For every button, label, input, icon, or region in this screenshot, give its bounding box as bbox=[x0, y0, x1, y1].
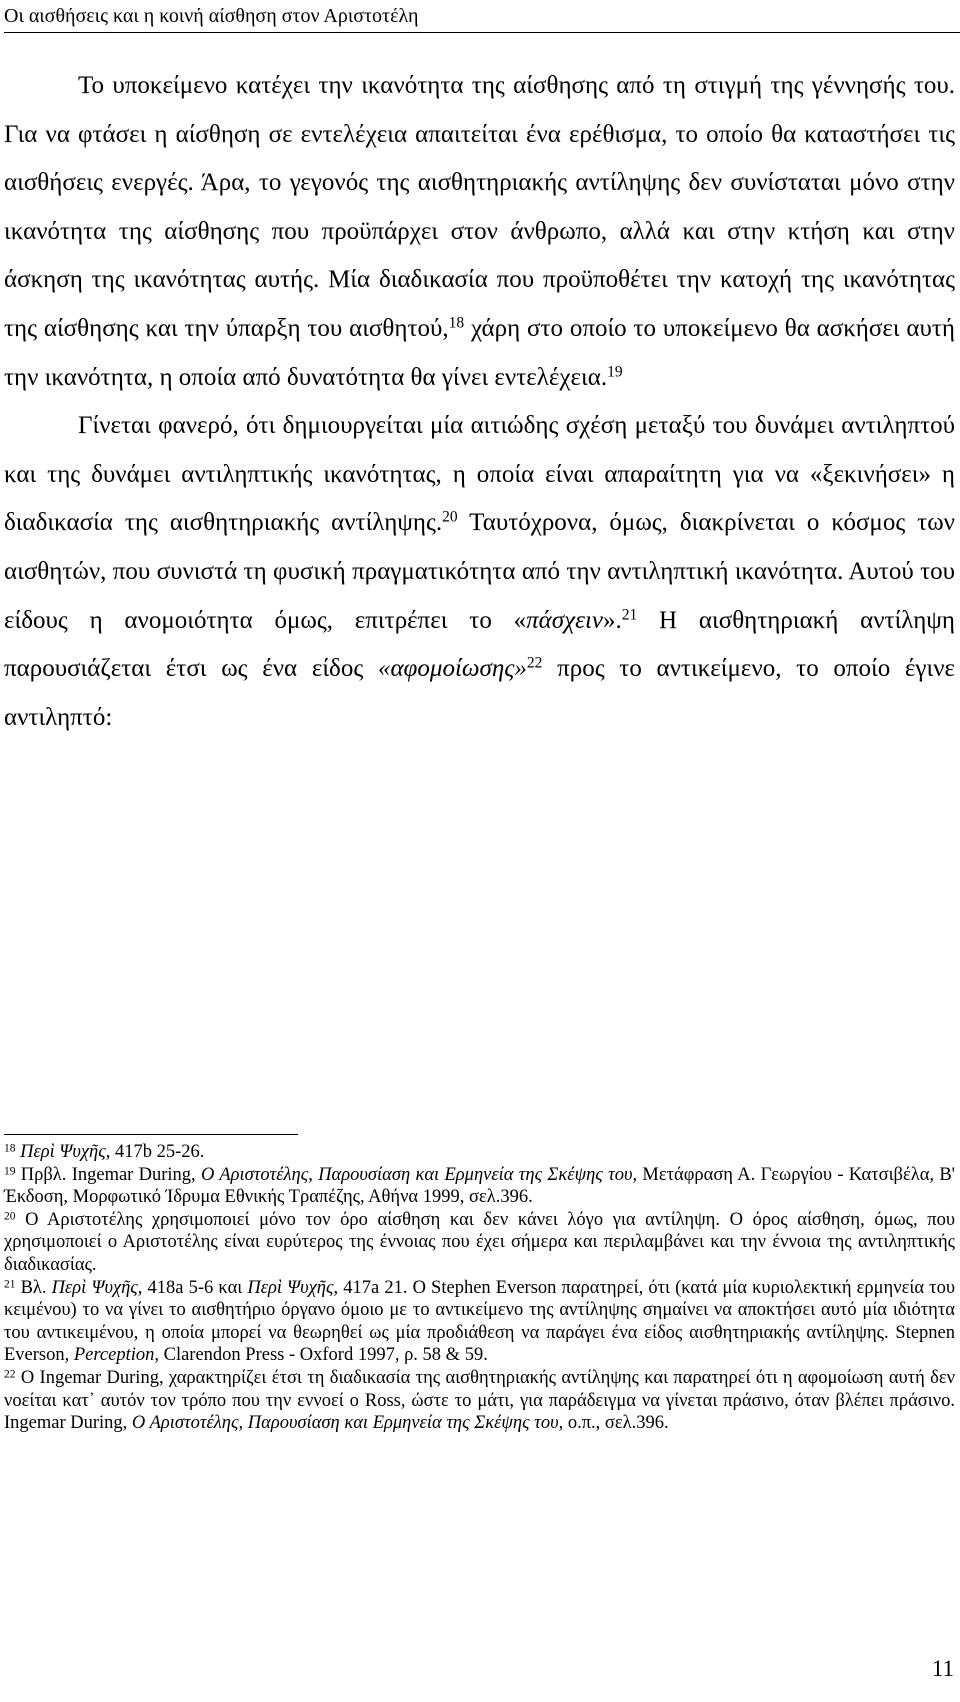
footnotes bbox=[4, 1141, 955, 1435]
footnote-text: , 417a 21. Ο Stephen Everson παρατηρεί, ότι (κατά μία κυριολεκτική ερμηνεία του κειμένου) το να γίνει το αισθητήριο όργανο όμοιο με το αντικείμενο της αντίληψης σημαίνει να αποκτήσει αυτό μία ιδιότητα του αντικειμένου, η οποία μπορεί να θεωρηθεί ως μία προδιάθεση να παράγει ένα είδος αισθητηριακής αντίληψης. Stepnen Everson, bbox=[4, 1277, 955, 1366]
footnote-text: Πρβλ. Ingemar During, bbox=[15, 1164, 201, 1185]
footnote-number: 20 bbox=[4, 1210, 16, 1223]
footnote-greek-title: Περὶ Ψυχῆς bbox=[247, 1277, 334, 1298]
footnote-greek-title: Περὶ Ψυχῆς bbox=[20, 1142, 106, 1162]
footnote-18 bbox=[4, 1141, 955, 1164]
page-number: 11 bbox=[931, 1656, 954, 1681]
footnote-20 bbox=[4, 1209, 955, 1277]
footnote-book-title: Ο Αριστοτέλης, Παρουσίαση και Ερμηνεία της Σκέψης του, bbox=[131, 1413, 564, 1434]
footnote-22 bbox=[4, 1367, 955, 1435]
paragraph-2 bbox=[4, 402, 955, 742]
footnote-text: Clarendon Press - Oxford 1997, ρ. 58 & 59. bbox=[158, 1345, 488, 1366]
footnote-number: 21 bbox=[4, 1277, 16, 1290]
footnote-separator bbox=[4, 1134, 298, 1135]
italic-term-afomoiosis: «αφομοίωσης» bbox=[377, 655, 527, 683]
paragraph-2-text-d: Η αισθητηριακή αντίληψη παρουσιάζεται έτσι ως ένα είδος bbox=[4, 606, 955, 683]
footnote-text: ο.π., σελ.396. bbox=[563, 1413, 669, 1434]
paragraph-2-text-e: προς το αντικείμενο, το οποίο έγινε αντιληπτό: bbox=[4, 655, 955, 731]
footnote-ref-18[interactable]: 18 bbox=[448, 314, 465, 332]
paragraph-1 bbox=[4, 62, 955, 402]
footnote-book-title: Perception, bbox=[73, 1345, 159, 1366]
paragraph-1-text-a: Το υποκείμενο κατέχει την ικανότητα της αίσθησης από τη στιγμή της γέννησής του. Για να φτάσει η αίσθηση σε εντελέχεια απαιτείται ένα ερέθισμα, το οποίο θα καταστήσει τις αισθήσεις ενεργές. Άρα, το γεγονός της αισθητηριακής αντίληψης δεν συνίσταται μόνο στην ικανότητα της αίσθησης που προϋπάρχει στον άνθρωπο, αλλά και στην κτήση και στην άσκηση της ικανότητας αυτής. Μία διαδικασία που προϋποθέτει την κατοχή της ικανότητας της αίσθησης και την ύπαρξη του αισθητού, bbox=[4, 72, 955, 342]
greek-term-paschein: πάσχειν bbox=[526, 606, 604, 634]
footnote-text: Ο Ingemar During, χαρακτηρίζει έτσι τη διαδικασία της αισθητηριακής αντίληψης και παρατηρεί ότι η αφομοίωση αυτή δεν νοείται κατ᾽ αυτόν τον τρόπο που την εννοεί ο Ross, ώστε το μάτι, για παράδειγμα να γίνεται πράσινο, όταν βλέπει πράσινο. Ingemar During, bbox=[4, 1367, 955, 1434]
footnote-book-title: Ο Αριστοτέλης, Παρουσίαση και Ερμηνεία της Σκέψης του bbox=[200, 1164, 633, 1185]
footnote-ref-19[interactable]: 19 bbox=[607, 363, 623, 381]
paragraph-2-text-b: Ταυτόχρονα, όμως, διακρίνεται ο κόσμος των αισθητών, που συνιστά τη φυσική πραγματικότητα από την αντιληπτική ικανότητα. Αυτού του είδους η ανομοιότητα όμως, επιτρέπει το « bbox=[4, 509, 955, 634]
footnote-text: , 418a 5-6 και bbox=[137, 1277, 248, 1298]
footnote-number: 22 bbox=[4, 1368, 16, 1381]
footnote-21 bbox=[4, 1277, 955, 1367]
footnote-ref-22[interactable]: 22 bbox=[526, 654, 543, 672]
paragraph-2-text-a: Γίνεται φανερό, ότι δημιουργείται μία αιτιώδης σχέση μεταξύ του δυνάμει αντιληπτού και της δυνάμει αντιληπτικής ικανότητας, η οποία είναι απαραίτητη για να «ξεκινήσει» η διαδικασία της αισθητηριακής αντίληψης. bbox=[4, 412, 955, 537]
footnote-ref-21[interactable]: 21 bbox=[621, 606, 638, 624]
paragraph-2-text-c: ». bbox=[603, 606, 622, 634]
footnote-text: , Μετάφραση Α. Γεωργίου - Κατσιβέλα, Β' Έκδοση, Μορφωτικό Ίδρυμα Εθνικής Τραπέζης, Αθήνα 1999, σελ.396. bbox=[4, 1164, 955, 1208]
footnote-text: Ο Αριστοτέλης χρησιμοποιεί μόνο τον όρο αίσθηση και δεν κάνει λόγο για αντίληψη. Ο όρος αίσθηση, όμως, που χρησιμοποιεί ο Αριστοτέλης είναι ευρύτερος της έννοιας που έχει σήμερα και περιλαμβάνει και την έννοια της αντιληπτικής διαδικασίας. bbox=[4, 1209, 955, 1275]
footnote-19 bbox=[4, 1164, 955, 1209]
running-header-title: Οι αισθήσεις και η κοινή αίσθηση στον Αριστοτέλη bbox=[4, 5, 419, 27]
footnote-number: 19 bbox=[4, 1164, 16, 1177]
footnote-greek-title: Περὶ Ψυχῆς bbox=[51, 1277, 138, 1298]
main-text bbox=[4, 62, 955, 742]
footnote-ref-20[interactable]: 20 bbox=[442, 508, 458, 526]
footnote-number: 18 bbox=[4, 1142, 16, 1155]
paragraph-1-text-b: χάρη στο οποίο το υποκείμενο θα ασκήσει αυτή την ικανότητα, η οποία από δυνατότητα θα γίνει εντελέχεια. bbox=[4, 314, 955, 391]
running-header bbox=[4, 0, 960, 33]
footnote-text: Βλ. bbox=[15, 1277, 52, 1298]
footnote-text: , 417b 25-26. bbox=[105, 1142, 205, 1162]
